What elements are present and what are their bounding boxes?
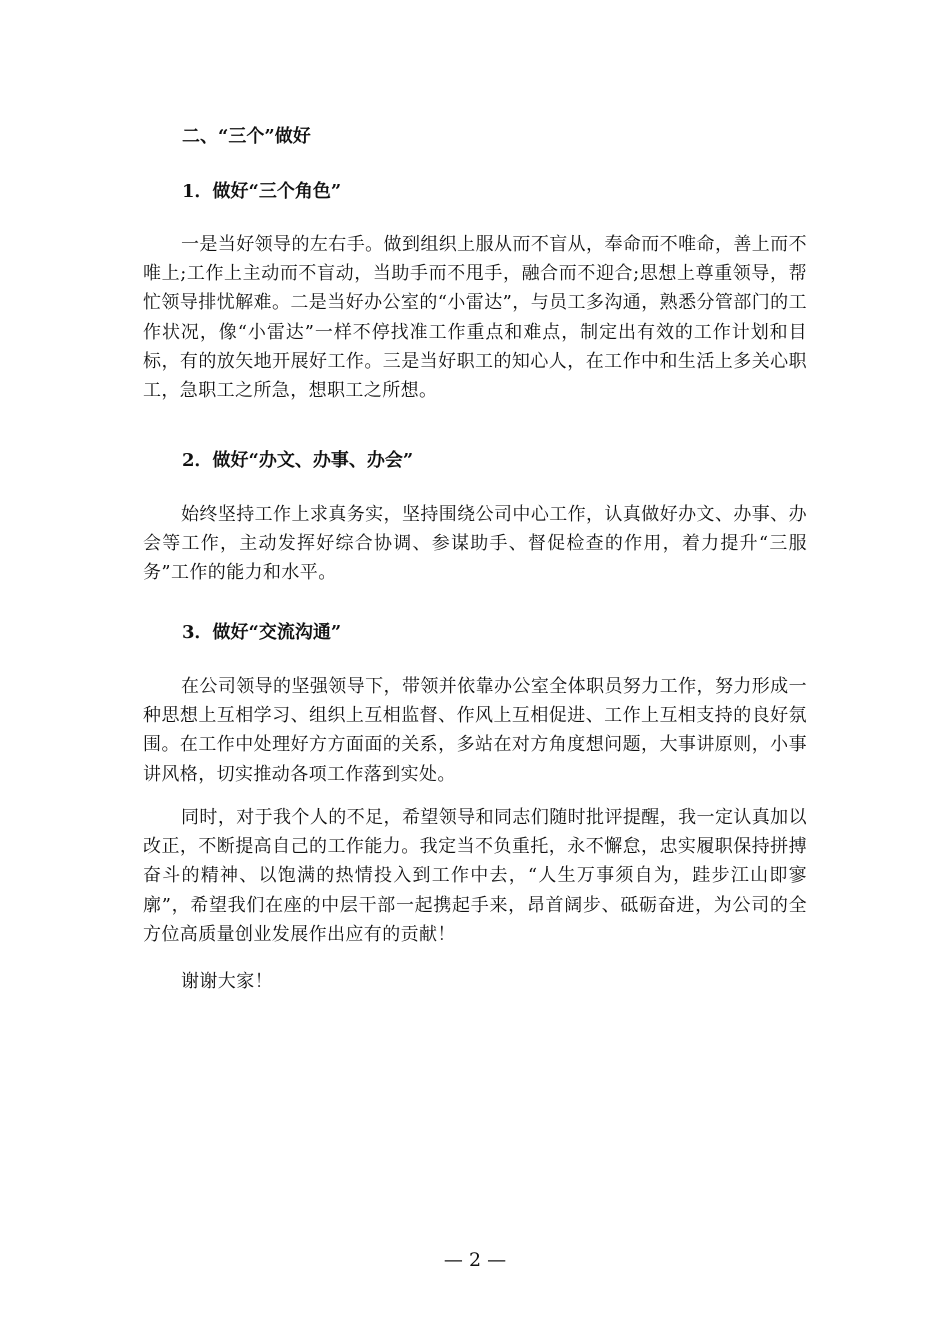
- subsection-title-roles: 1．做好“三个角色”: [182, 181, 342, 202]
- paragraph-closing: 同时，对于我个人的不足，希望领导和同志们随时批评提醒，我一定认真加以改正，不断提高自己的工作能力。我定当不负重托，永不懈怠，忠实履职保持拼搏奋斗的精神、以饱满的热情投入到工作中去，“人生万事须自为，跬步江山即寥廓”，希望我们在座的中层干部一起携起手来，昂首阔步、砥砺奋进，为公司的全方位高质量创业发展作出应有的贡献！: [143, 807, 807, 945]
- subsection-title-communication: 3．做好“交流沟通”: [182, 622, 342, 643]
- page-number: — 2 —: [443, 1249, 507, 1271]
- paragraph-thanks: 谢谢大家！: [181, 971, 273, 992]
- paragraph-office-work: 始终坚持工作上求真务实，坚持围绕公司中心工作，认真做好办文、办事、办会等工作，主动发挥好综合协调、参谋助手、督促检查的作用，着力提升“三服务”工作的能力和水平。: [143, 504, 807, 584]
- subsection-title-office-work: 2．做好“办文、办事、办会”: [182, 450, 414, 471]
- paragraph-roles: 一是当好领导的左右手。做到组织上服从而不盲从，奉命而不唯命，善上而不唯上;工作上主动而不盲动，当助手而不甩手，融合而不迎合;思想上尊重领导，帮忙领导排忧解难。二是当好办公室的“小雷达”，与员工多沟通，熟悉分管部门的工作状况，像“小雷达”一样不停找准工作重点和难点，制定出有效的工作计划和目标，有的放矢地开展好工作。三是当好职工的知心人，在工作中和生活上多关心职工，急职工之所急，想职工之所想。: [143, 234, 807, 402]
- paragraph-communication: 在公司领导的坚强领导下，带领并依靠办公室全体职员努力工作，努力形成一种思想上互相学习、组织上互相监督、作风上互相促进、工作上互相支持的良好氛围。在工作中处理好方方面面的关系，多站在对方角度想问题，大事讲原则，小事讲风格，切实推动各项工作落到实处。: [143, 676, 807, 785]
- section-heading: 二、“三个”做好: [182, 126, 311, 147]
